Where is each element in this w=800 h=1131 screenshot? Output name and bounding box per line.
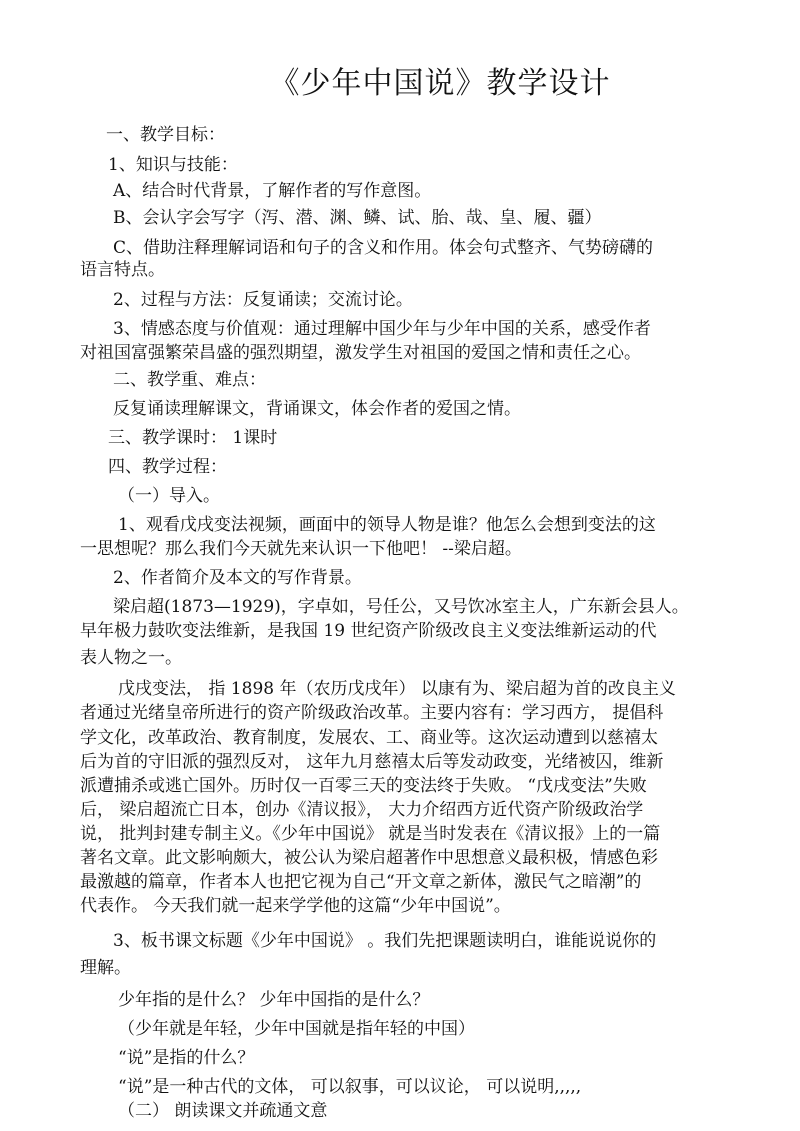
paragraph-line: （少年就是年轻，少年中国就是指年轻的中国） (118, 1019, 475, 1039)
section-heading-class-hours: 三、教学课时： 1课时 (108, 428, 278, 448)
paragraph-line: 3、情感态度与价值观：通过理解中国少年与少年中国的关系，感受作者 (113, 319, 651, 339)
paragraph-line: C、借助注释理解词语和句子的含义和作用。体会句式整齐、气势磅礴的 (113, 238, 654, 258)
paragraph-line: 说， 批判封建专制主义。《少年中国说》 就是当时发表在《清议报》上的一篇 (80, 824, 661, 844)
subheading-knowledge-skills: 1、知识与技能： (108, 155, 238, 175)
subheading-reading: （二） 朗读课文并疏通文意 (118, 1101, 328, 1121)
paragraph-line: 3、板书课文标题《少年中国说》 。我们先把课题读明白，谁能说说你的 (113, 931, 657, 951)
paragraph-line: A、结合时代背景，了解作者的写作意图。 (113, 181, 432, 201)
paragraph-line: 戊戌变法， 指 1898 年（农历戊戌年） 以康有为、梁启超为首的改良主义 (118, 679, 676, 699)
paragraph-line: 最激越的篇章，作者本人也把它视为自己“开文章之新体，激民气之暗潮”的 (80, 872, 642, 892)
paragraph-line: 表人物之一。 (80, 648, 182, 668)
paragraph-line: 理解。 (80, 958, 131, 978)
paragraph-line: 一思想呢？那么我们今天就先来认识一下他吧！ --梁启超。 (80, 539, 522, 559)
paragraph-line: 1、观看戊戌变法视频，画面中的领导人物是谁？他怎么会想到变法的这 (118, 515, 656, 535)
paragraph-line: 学文化，改革政治、教育制度，发展农、工、商业等。这次运动遭到以慈禧太 (80, 728, 658, 748)
paragraph-line: 梁启超(1873—1929)，字卓如，号任公，又号饮冰室主人，广东新会县人。 (113, 597, 689, 617)
paragraph-line: 派遭捕杀或逃亡国外。历时仅一百零三天的变法终于失败。 “戊戌变法”失败 (80, 776, 647, 796)
paragraph-line: 后为首的守旧派的强烈反对， 这年九月慈禧太后等发动政变，光绪被囚，维新 (80, 752, 664, 772)
document-title: 《少年中国说》教学设计 (269, 66, 611, 101)
paragraph-line: 对祖国富强繁荣昌盛的强烈期望，激发学生对祖国的爱国之情和责任之心。 (80, 343, 641, 363)
paragraph-line: 语言特点。 (80, 260, 165, 280)
paragraph-line: 2、过程与方法：反复诵读；交流讨论。 (113, 290, 413, 310)
paragraph-line: 少年指的是什么？ 少年中国指的是什么？ (118, 990, 430, 1010)
section-heading-teaching-process: 四、教学过程： (108, 457, 227, 477)
paragraph-line: 后， 梁启超流亡日本，创办《清议报》， 大力介绍西方近代资产阶级政治学 (80, 800, 644, 820)
paragraph-line: 2、作者简介及本文的写作背景。 (113, 568, 362, 588)
paragraph-line: 者通过光绪皇帝所进行的资产阶级政治改革。主要内容有：学习西方， 提倡科 (80, 703, 664, 723)
paragraph-line: 代表作。 今天我们就一起来学学他的这篇“少年中国说”。 (80, 896, 511, 916)
paragraph-line: 著名文章。此文影响颇大，被公认为梁启超著作中思想意义最积极，情感色彩 (80, 848, 658, 868)
paragraph-line: B、会认字会写字（泻、潜、渊、鳞、试、胎、哉、皇、履、疆） (113, 208, 602, 228)
paragraph-line: 早年极力鼓吹变法维新，是我国 19 世纪资产阶级改良主义变法维新运动的代 (80, 621, 657, 641)
section-heading-key-points: 二、教学重、难点： (113, 370, 266, 390)
subheading-introduction: （一）导入。 (118, 486, 220, 506)
paragraph-line: 反复诵读理解课文，背诵课文，体会作者的爱国之情。 (113, 399, 521, 419)
section-heading-objectives: 一、教学目标： (106, 125, 225, 145)
paragraph-line: “说”是指的什么？ (118, 1048, 255, 1068)
paragraph-line: “说”是一种古代的文体， 可以叙事，可以议论， 可以说明,,,,, (118, 1077, 582, 1097)
